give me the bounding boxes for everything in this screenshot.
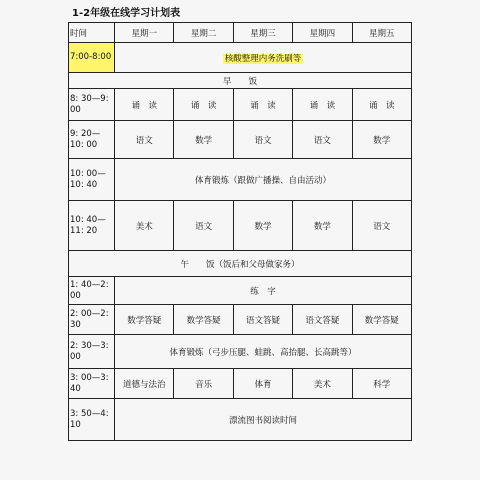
page-title: 1-2年级在线学习计划表 (72, 8, 181, 19)
activity-cell: 练 字 (115, 277, 412, 305)
class-cell: 语文 (293, 121, 352, 159)
time-cell: 3: 00—3: 40 (69, 369, 115, 399)
class-cell: 美术 (293, 369, 352, 399)
class-cell: 数学 (233, 201, 292, 251)
row-breakfast (69, 73, 412, 89)
meal-cell: 早 饭 (69, 73, 412, 89)
activity-cell: 体育锻炼（跟做广播操、自由活动） (115, 159, 412, 201)
time-cell: 2: 30—3: 00 (69, 335, 115, 369)
class-cell: 语文答疑 (293, 305, 352, 335)
row-qa (69, 305, 412, 335)
schedule-table (68, 22, 412, 441)
class-cell: 数学答疑 (352, 305, 411, 335)
row-reading (69, 89, 412, 121)
class-cell: 语文答疑 (233, 305, 292, 335)
header-row (69, 23, 412, 43)
meal-cell: 午 饭（饭后和父母做家务） (69, 251, 412, 277)
class-cell: 诵 读 (293, 89, 352, 121)
row-period-3 (69, 369, 412, 399)
class-cell: 体育 (233, 369, 292, 399)
class-cell: 语文 (115, 121, 174, 159)
header-day-5: 星期五 (352, 23, 411, 43)
class-cell: 数学 (174, 121, 233, 159)
header-day-1: 星期一 (115, 23, 174, 43)
row-period-2 (69, 201, 412, 251)
class-cell: 诵 读 (352, 89, 411, 121)
class-cell: 语文 (174, 201, 233, 251)
time-cell: 1: 40—2: 00 (69, 277, 115, 305)
row-wakeup (69, 43, 412, 73)
class-cell: 科学 (352, 369, 411, 399)
header-time: 时间 (69, 23, 115, 43)
class-cell: 音乐 (174, 369, 233, 399)
activity-cell: 漂流图书阅读时间 (115, 399, 412, 441)
row-calligraphy (69, 277, 412, 305)
time-cell: 2: 00—2: 30 (69, 305, 115, 335)
header-day-3: 星期三 (233, 23, 292, 43)
class-cell: 数学答疑 (115, 305, 174, 335)
row-period-1 (69, 121, 412, 159)
time-cell: 7:00-8:00 (69, 43, 115, 73)
class-cell: 诵 读 (233, 89, 292, 121)
row-exercise-morning (69, 159, 412, 201)
activity-label: 核酸整理内务洗刷等 (224, 53, 302, 64)
time-cell: 10: 00—10: 40 (69, 159, 115, 201)
header-day-4: 星期四 (293, 23, 352, 43)
row-lunch (69, 251, 412, 277)
time-cell: 3: 50—4: 10 (69, 399, 115, 441)
class-cell: 道德与法治 (115, 369, 174, 399)
class-cell: 诵 读 (115, 89, 174, 121)
time-cell: 10: 40—11: 20 (69, 201, 115, 251)
time-cell: 8: 30—9: 00 (69, 89, 115, 121)
activity-cell: 体育锻炼（弓步压腿、蛙跳、高抬腿、长高跳等） (115, 335, 412, 369)
class-cell: 语文 (233, 121, 292, 159)
class-cell: 诵 读 (174, 89, 233, 121)
row-exercise-afternoon (69, 335, 412, 369)
header-day-2: 星期二 (174, 23, 233, 43)
row-reading-time (69, 399, 412, 441)
class-cell: 美术 (115, 201, 174, 251)
activity-cell (115, 43, 412, 73)
class-cell: 数学 (352, 121, 411, 159)
class-cell: 数学 (293, 201, 352, 251)
class-cell: 语文 (352, 201, 411, 251)
time-cell: 9: 20—10: 00 (69, 121, 115, 159)
class-cell: 数学答疑 (174, 305, 233, 335)
